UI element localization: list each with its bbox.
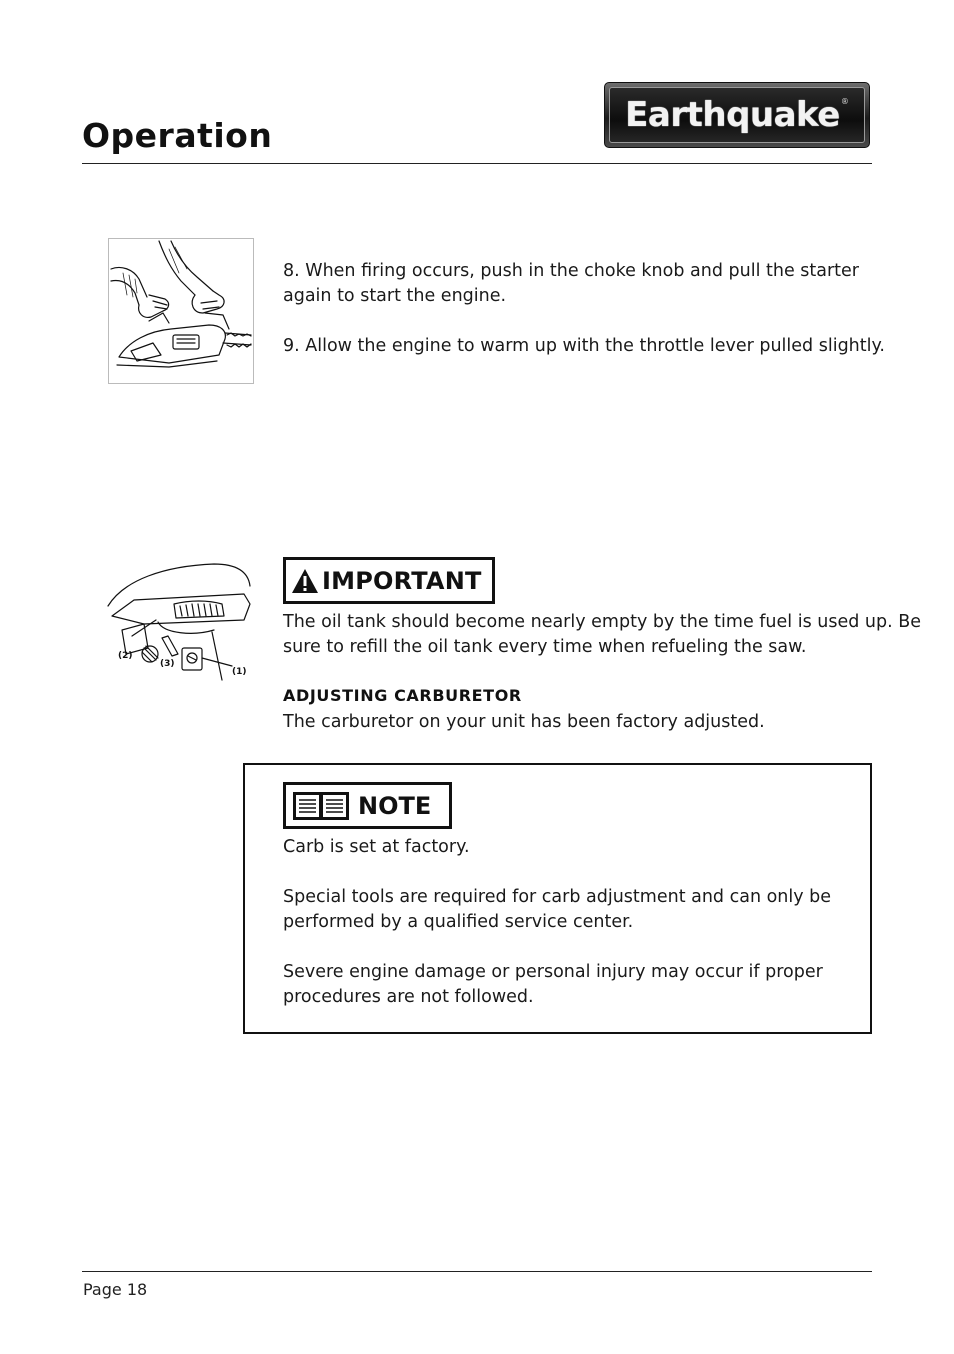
oil-tank-text: The oil tank should become nearly empty by the time fuel is used up. Be sure to refill the oil tank every time when refueling the saw.	[283, 612, 921, 657]
callout-2: (2)	[118, 651, 133, 661]
note-callout	[283, 782, 452, 829]
note-line-2: Special tools are required for carb adjustment and can only be performed by a qualified service center.	[283, 887, 832, 932]
brand-logo-plate	[609, 87, 865, 143]
note-line-1: Carb is set at factory.	[283, 837, 470, 857]
starting-engine-illustration	[108, 238, 254, 384]
note-label: NOTE	[358, 791, 432, 820]
header-divider	[82, 163, 872, 164]
callout-3: (3)	[160, 659, 175, 669]
warning-triangle-icon	[290, 567, 320, 595]
carburetor-text: The carburetor on your unit has been factory adjusted.	[283, 712, 765, 732]
footer-divider	[82, 1271, 872, 1272]
callout-1: (1)	[232, 667, 247, 677]
step-8-text: 8. When firing occurs, push in the choke knob and pull the starter again to start the engine.	[283, 261, 860, 306]
starting-engine-drawing	[109, 239, 253, 383]
step-9-text: 9. Allow the engine to warm up with the throttle lever pulled slightly.	[283, 336, 885, 356]
page-title: Operation	[82, 116, 273, 155]
important-label: IMPORTANT	[322, 566, 482, 595]
open-book-icon	[292, 791, 350, 821]
adjusting-carburetor-heading: ADJUSTING CARBURETOR	[283, 686, 522, 705]
note-line-3: Severe engine damage or personal injury may occur if proper procedures are not followed.	[283, 962, 823, 1007]
brand-logo	[604, 82, 870, 148]
page-number: Page 18	[83, 1280, 148, 1299]
registered-mark: ®	[840, 96, 849, 106]
brand-logo-text: Earthquake	[625, 95, 840, 135]
important-callout	[283, 557, 495, 604]
carburetor-illustration	[104, 560, 252, 684]
carburetor-drawing	[104, 560, 252, 684]
